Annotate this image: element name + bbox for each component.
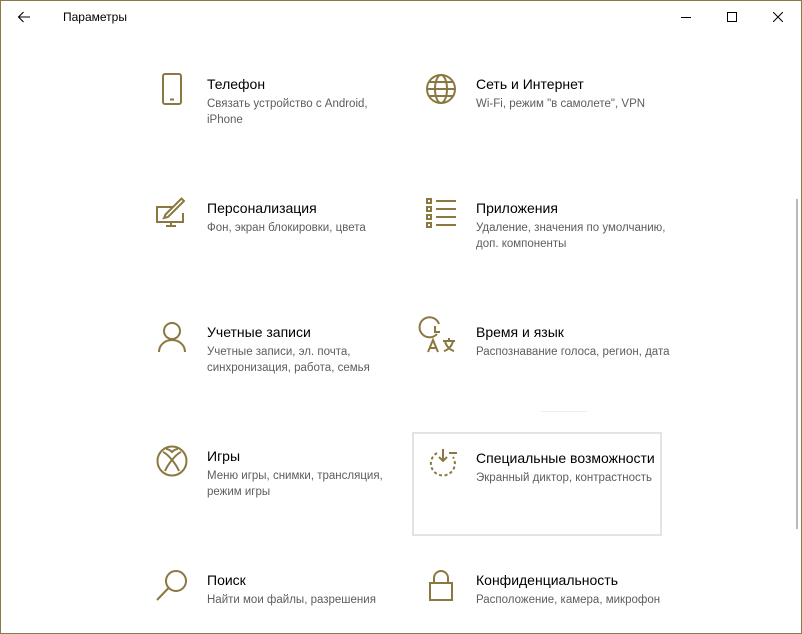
close-icon [773,12,783,22]
phone-icon [156,73,188,105]
apps-list-icon [425,197,457,229]
lock-icon [425,569,457,601]
tile-search[interactable] [156,569,406,634]
scrollbar[interactable] [796,199,798,529]
tile-name: Специальные возможности [476,450,655,466]
back-button[interactable] [1,1,47,33]
tile-description: Меню игры, снимки, трансляция, режим игры [207,470,383,498]
tile-ease-of-access[interactable] [412,432,662,536]
window-title: Параметры [63,10,127,24]
window-controls [663,1,801,33]
tile-phone[interactable] [156,73,406,175]
person-icon [156,321,188,353]
maximize-icon [727,12,737,22]
tile-name: Время и язык [476,324,564,340]
close-button[interactable] [755,1,801,33]
globe-icon [425,73,457,105]
tile-personalization[interactable] [156,197,406,299]
tile-name: Поиск [207,572,246,588]
tile-network-internet[interactable] [425,73,675,175]
tile-name: Игры [207,448,241,464]
ease-of-access-icon [427,447,459,479]
divider [541,411,587,412]
tile-description: Связать устройство с Android, iPhone [207,98,368,126]
search-icon [156,569,188,601]
tile-description: Распознавание голоса, регион, дата [476,346,670,358]
tile-gaming[interactable] [156,445,406,547]
minimize-icon [681,12,691,22]
tile-apps[interactable] [425,197,675,299]
tile-privacy[interactable] [425,569,675,634]
tile-description: Фон, экран блокировки, цвета [207,222,366,234]
tile-name: Сеть и Интернет [476,76,584,92]
tile-name: Персонализация [207,200,317,216]
title-bar [1,1,801,33]
tile-description: Удаление, значения по умолчанию, доп. компоненты [476,222,666,250]
tile-name: Учетные записи [207,324,311,340]
tile-time-language[interactable] [425,321,675,423]
tile-name: Конфиденциальность [476,572,619,588]
tile-accounts[interactable] [156,321,406,423]
back-arrow-icon [17,11,31,23]
tile-description: Wi-Fi, режим "в самолете", VPN [476,98,646,110]
tile-description: Расположение, камера, микрофон [476,594,661,606]
tile-description: Найти мои файлы, разрешения [207,594,376,606]
tile-description: Экранный диктор, контрастность [476,472,653,484]
personalization-icon [156,197,188,229]
tile-name: Телефон [207,76,266,92]
tile-name: Приложения [476,200,558,216]
minimize-button[interactable] [663,1,709,33]
tile-description: Учетные записи, эл. почта, синхронизация, работа, семья [207,346,370,374]
xbox-icon [156,445,188,477]
time-language-icon [425,321,457,353]
maximize-button[interactable] [709,1,755,33]
